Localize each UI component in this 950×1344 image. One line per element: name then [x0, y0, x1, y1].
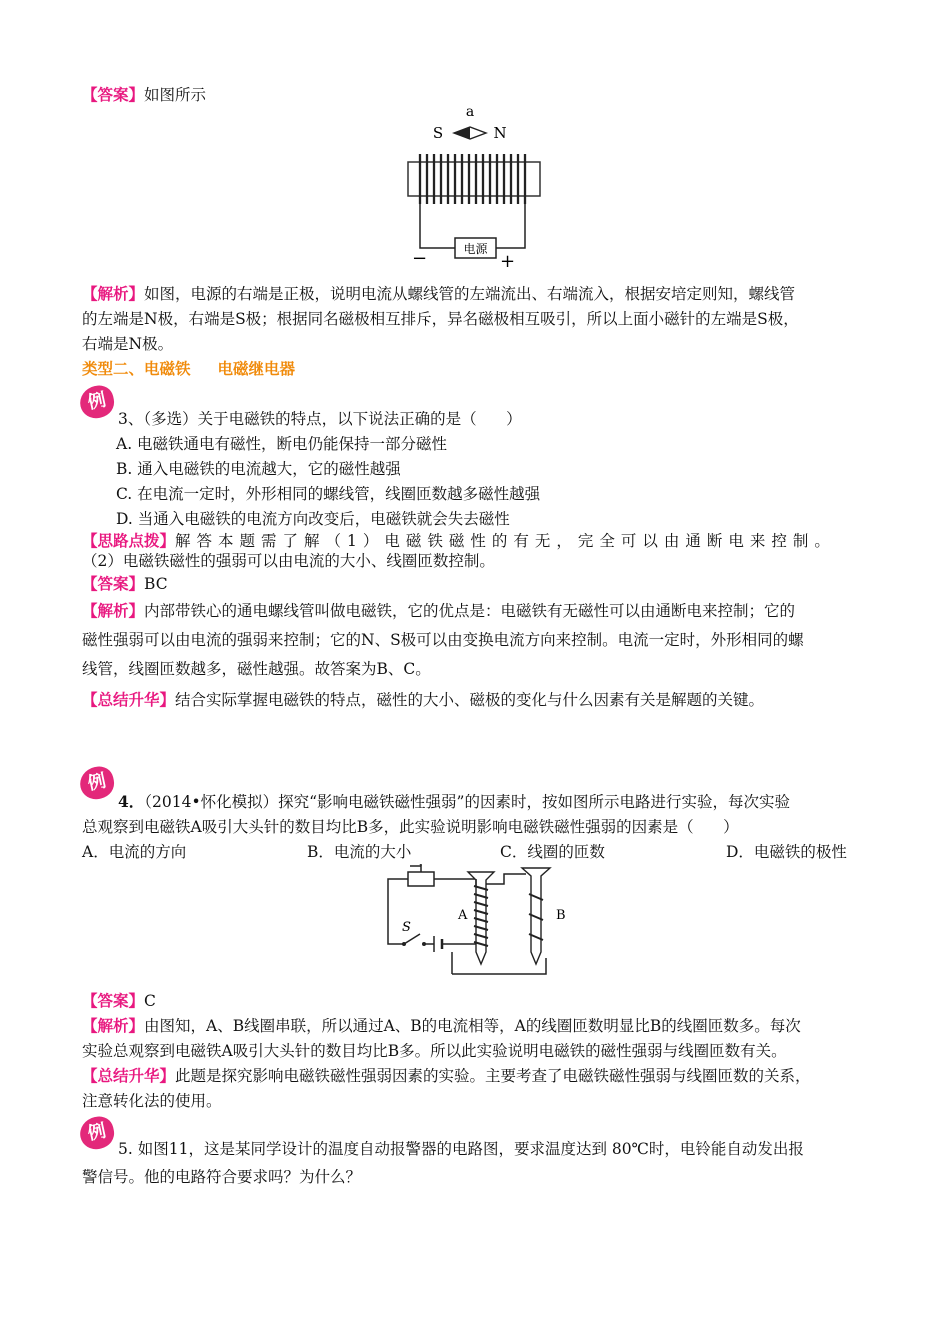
q2-analysis-text-1: 如图，电源的右端是正极，说明电流从螺线管的左端流出、右端流入，根据安培定则知，螺线管	[144, 285, 796, 303]
q4-option-d: D．电磁铁的极性	[726, 843, 847, 861]
q2-answer-text: 如图所示	[144, 86, 207, 104]
summary-tag: 【总结升华】	[82, 690, 176, 709]
switch-lever	[404, 934, 420, 944]
electromagnet-circuit-figure	[380, 864, 580, 982]
nail-a	[468, 872, 494, 964]
wire-bottom	[452, 958, 546, 974]
q3-summary-text: 结合实际掌握电磁铁的特点，磁性的大小、磁极的变化与什么因素有关是解题的关键。	[175, 691, 765, 709]
analysis-tag: 【解析】	[82, 1016, 145, 1035]
q2-analysis-line-3: 右端是N极。	[82, 335, 174, 353]
q3-answer-line	[82, 573, 168, 595]
q3-summary-line	[82, 689, 764, 711]
q2-analysis-line-1	[82, 283, 795, 305]
q3-option-a: A. 电磁铁通电有磁性，断电仍能保持一部分磁性	[116, 435, 448, 453]
q3-hint-text-1: 解答本题需了解（1）电磁铁磁性的有无，完全可以由通断电来控制。	[175, 532, 836, 550]
q4-option-b: B．电流的大小	[307, 843, 412, 861]
q4-option-c: C．线圈的匝数	[500, 843, 605, 861]
fig-label-a: a	[465, 104, 475, 120]
q3-option-b: B. 通入电磁铁的电流越大，它的磁性越强	[116, 460, 401, 478]
q2-answer-line	[82, 84, 206, 106]
label-a: A	[458, 908, 468, 923]
q3-analysis-line-3: 线管，线圈匝数越多，磁性越强。故答案为B、C。	[82, 660, 431, 678]
section-title: 类型二、电磁铁 电磁继电器	[82, 359, 295, 378]
q4-summary-line-2: 注意转化法的使用。	[82, 1092, 222, 1110]
q3-analysis-line-1	[82, 600, 795, 622]
q4-stem-line-1	[118, 791, 790, 813]
wire-left	[420, 204, 455, 248]
wire-between	[486, 874, 526, 884]
fig-label-n: N	[493, 124, 507, 142]
q4-option-a: A．电流的方向	[82, 843, 187, 861]
example-badge-icon: 例	[77, 383, 117, 421]
q4-answer-text: C	[144, 992, 156, 1010]
label-b: B	[556, 908, 566, 923]
q3-answer-text: BC	[144, 575, 168, 593]
example-badge-icon: 例	[77, 764, 117, 802]
wire-right	[496, 204, 525, 248]
answer-tag: 【答案】	[82, 85, 145, 104]
q4-analysis-line-1	[82, 1015, 801, 1037]
compass-needle-icon	[454, 127, 486, 139]
q3-option-d: D. 当通入电磁铁的电流方向改变后，电磁铁就会失去磁性	[116, 510, 510, 528]
q2-analysis-line-2: 的左端是N极，右端是S极；根据同名磁极相互排斥，异名磁极相互吸引，所以上面小磁针的左端是S极，	[82, 310, 799, 328]
analysis-tag: 【解析】	[82, 601, 145, 620]
q4-summary-text-1: 此题是探究影响电磁铁磁性强弱因素的实验。主要考查了电磁铁磁性强弱与线圈匝数的关系，	[175, 1067, 811, 1085]
nail-b	[522, 868, 550, 964]
analysis-tag: 【解析】	[82, 284, 145, 303]
answer-tag: 【答案】	[82, 574, 145, 593]
q3-hint-line-2: （2）电磁铁磁性的强弱可以由电流的大小、线圈匝数控制。	[82, 552, 495, 570]
hint-tag: 【思路点拨】	[82, 531, 176, 550]
q3-analysis-line-2: 磁性强弱可以由电流的强弱来控制；它的N、S极可以由变换电流方向来控制。电流一定时，外形相同的螺	[82, 631, 804, 649]
q3-option-c: C. 在电流一定时，外形相同的螺线管，线圈匝数越多磁性越强	[116, 485, 541, 503]
fig-label-s: S	[432, 124, 444, 142]
answer-tag: 【答案】	[82, 991, 145, 1010]
q3-hint-line-1	[82, 530, 836, 552]
rheostat	[408, 872, 434, 886]
plus-sign: +	[500, 251, 516, 270]
q5-line-1: 5. 如图11，这是某同学设计的温度自动报警器的电路图，要求温度达到 80℃时，电铃能自动发出报	[118, 1140, 804, 1158]
q4-analysis-line-2: 实验总观察到电磁铁A吸引大头针的数目均比B多。所以此实验说明电磁铁的磁性强弱与线圈匝数有关。	[82, 1042, 787, 1060]
q4-answer-line	[82, 990, 156, 1012]
label-s: S	[402, 920, 411, 935]
q5-line-2: 警信号。他的电路符合要求吗？为什么？	[82, 1168, 362, 1186]
minus-sign: −	[412, 248, 428, 269]
q4-number: 4．	[118, 792, 145, 811]
q4-stem-line-2: 总观察到电磁铁A吸引大头针的数目均比B多，此实验说明影响电磁铁磁性强弱的因素是（ ）	[82, 818, 739, 836]
q4-stem-text-1: （2014•怀化模拟）探究“影响电磁铁磁性强弱”的因素时，按如图所示电路进行实验，每次实验	[144, 793, 790, 811]
example-badge-icon: 例	[77, 1114, 117, 1152]
rheostat-slider	[410, 866, 421, 872]
power-source-label: 电源	[463, 242, 488, 256]
q3-analysis-text-1: 内部带铁心的通电螺线管叫做电磁铁，它的优点是：电磁铁有无磁性可以由通断电来控制；它的	[144, 602, 796, 620]
solenoid-figure	[400, 102, 550, 270]
q3-stem: 3、（多选）关于电磁铁的特点，以下说法正确的是（ ）	[118, 410, 522, 428]
q4-analysis-text-1: 由图知，A、B线圈串联，所以通过A、B的电流相等，A的线圈匝数明显比B的线圈匝数多。每次	[144, 1017, 801, 1035]
q4-summary-line-1	[82, 1065, 811, 1087]
summary-tag: 【总结升华】	[82, 1066, 176, 1085]
